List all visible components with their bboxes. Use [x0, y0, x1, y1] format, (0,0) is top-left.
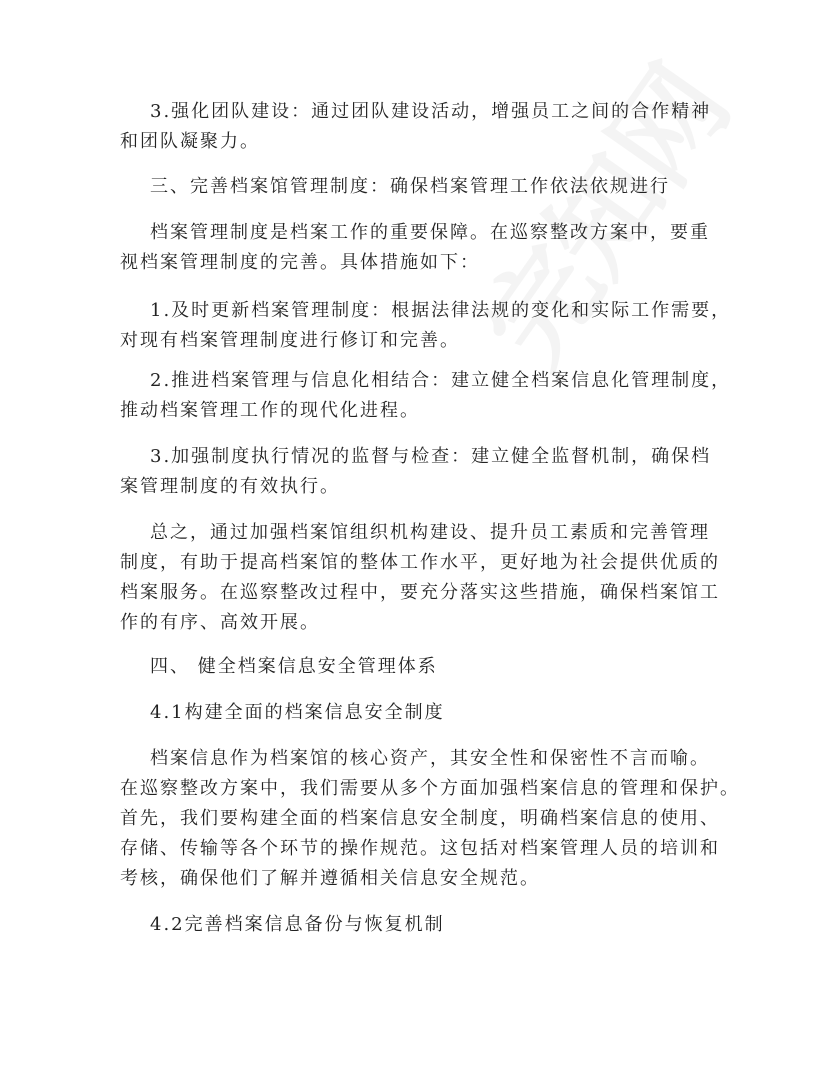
intro-paragraph: [120, 218, 720, 278]
text-line: 3.强化团队建设：通过团队建设活动，增强员工之间的合作精神: [150, 101, 712, 122]
text-line: 档案服务。在巡察整改过程中，要充分落实这些措施，确保档案馆工: [120, 582, 720, 603]
text-line: 2.推进档案管理与信息化相结合：建立健全档案信息化管理制度，: [150, 370, 732, 391]
item-informatization: [120, 366, 732, 426]
text-line: 在巡察整改方案中，我们需要从多个方面加强档案信息的管理和保护。: [120, 778, 740, 799]
item-supervision: [120, 442, 720, 502]
text-line: 作的有序、高效开展。: [120, 612, 320, 633]
text-line: 1.及时更新档案管理制度：根据法律法规的变化和实际工作需要，: [150, 300, 732, 321]
subsection-4-2-heading: [120, 910, 720, 940]
text-line: 4.1构建全面的档案信息安全制度: [150, 702, 445, 723]
subsection-4-1-heading: [120, 698, 720, 728]
text-line: 推动档案管理工作的现代化进程。: [120, 400, 420, 421]
text-line: 存储、传输等各个环节的操作规范。这包括对档案管理人员的培训和: [120, 838, 720, 859]
text-line: 4.2完善档案信息备份与恢复机制: [150, 914, 445, 935]
text-line: 考核，确保他们了解并遵循相关信息安全规范。: [120, 868, 540, 889]
text-line: 三、完善档案馆管理制度：确保档案管理工作依法依规进行: [150, 176, 670, 197]
text-line: 档案管理制度是档案工作的重要保障。在巡察整改方案中，要重: [150, 222, 710, 243]
text-line: 案管理制度的有效执行。: [120, 476, 340, 497]
summary-paragraph: [120, 518, 720, 638]
paragraph-4-1: [120, 744, 740, 894]
text-line: 档案信息作为档案馆的核心资产，其安全性和保密性不言而喻。: [150, 748, 710, 769]
text-line: 制度，有助于提高档案馆的整体工作水平，更好地为社会提供优质的: [120, 552, 720, 573]
text-line: 视档案管理制度的完善。具体措施如下：: [120, 252, 480, 273]
text-line: 对现有档案管理制度进行修订和完善。: [120, 330, 460, 351]
item-update-rules: [120, 296, 732, 356]
item-team-building: [120, 97, 720, 157]
section-3-heading: [120, 172, 720, 202]
section-4-heading: [120, 652, 720, 682]
text-line: 3.加强制度执行情况的监督与检查：建立健全监督机制，确保档: [150, 446, 712, 467]
text-line: 和团队凝聚力。: [120, 131, 260, 152]
text-line: 首先，我们要构建全面的档案信息安全制度，明确档案信息的使用、: [120, 808, 720, 829]
text-line: 四、 健全档案信息安全管理体系: [150, 656, 438, 677]
text-line: 总之，通过加强档案馆组织机构建设、提升员工素质和完善管理: [150, 522, 710, 543]
